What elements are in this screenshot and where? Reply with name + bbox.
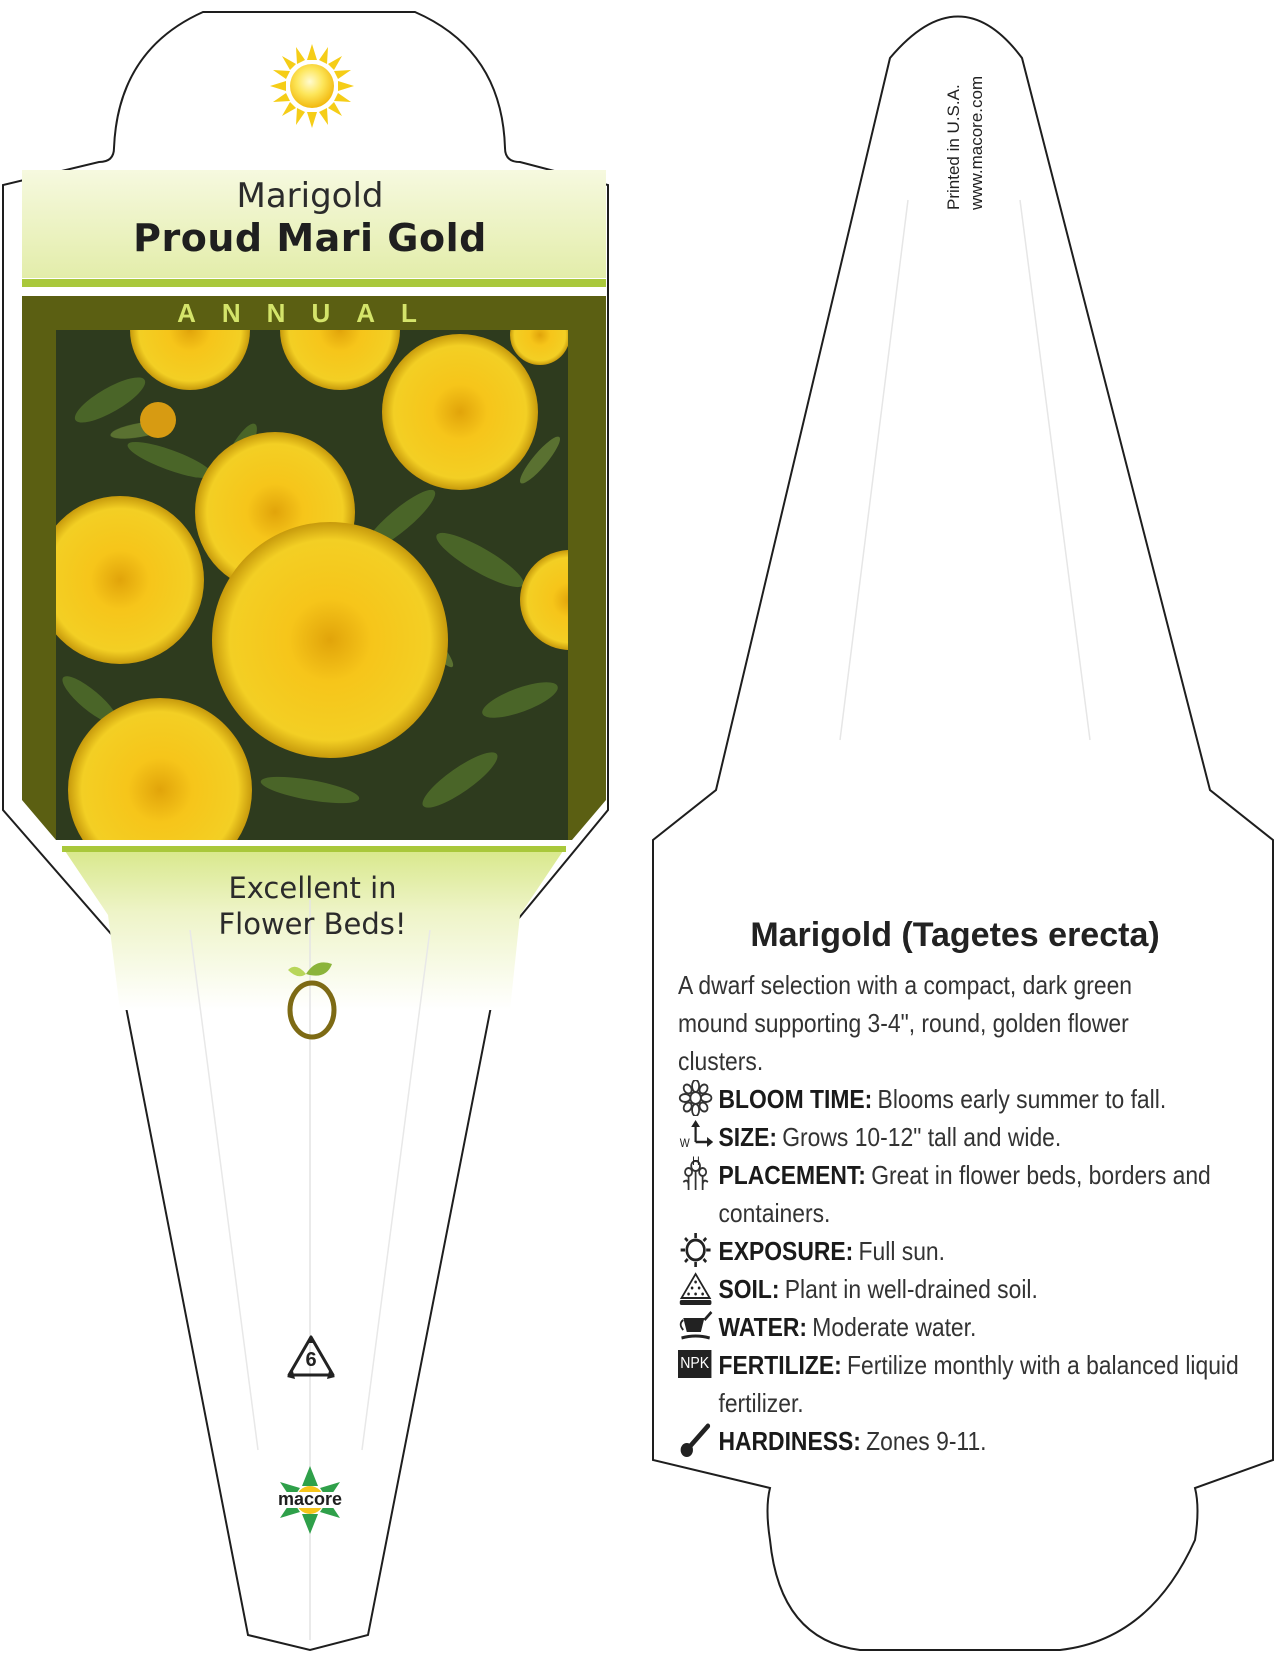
water-label: WATER: bbox=[718, 1312, 808, 1342]
bloom-time-label: BLOOM TIME: bbox=[718, 1084, 873, 1114]
website: www.macore.com bbox=[967, 75, 986, 210]
flower-icon bbox=[678, 1080, 713, 1114]
detail-exposure bbox=[678, 1232, 1241, 1270]
care-info bbox=[678, 966, 1241, 1460]
soil-label: SOIL: bbox=[718, 1274, 780, 1304]
npk-icon bbox=[678, 1346, 713, 1380]
water-icon bbox=[678, 1308, 713, 1342]
recycle-number: 6 bbox=[305, 1349, 317, 1371]
exposure-text: Full sun. bbox=[858, 1236, 946, 1266]
tagline-line1: Excellent in bbox=[228, 871, 397, 905]
sun-icon bbox=[270, 44, 354, 128]
lime-stripe-top bbox=[22, 279, 606, 287]
detail-size bbox=[678, 1118, 1241, 1168]
description: A dwarf selection with a compact, dark green mound supporting 3-4", round, golden flower clusters. bbox=[678, 970, 1133, 1076]
detail-water bbox=[678, 1308, 1241, 1346]
detail-fertilize bbox=[678, 1346, 1241, 1422]
npk-text: NPK bbox=[678, 1350, 711, 1378]
exposure-label: EXPOSURE: bbox=[718, 1236, 854, 1266]
detail-hardiness bbox=[678, 1422, 1241, 1460]
size-label: SIZE: bbox=[718, 1122, 777, 1152]
placement-label: PLACEMENT: bbox=[718, 1160, 866, 1190]
hardiness-label: HARDINESS: bbox=[718, 1426, 861, 1456]
detail-bloom-time bbox=[678, 1080, 1241, 1118]
tagline-line2: Flower Beds! bbox=[218, 907, 407, 941]
bloom-time-text: Blooms early summer to fall. bbox=[877, 1084, 1167, 1114]
species-title: Marigold (Tagetes erecta) bbox=[750, 916, 1160, 954]
printed-in: Printed in U.S.A. bbox=[944, 84, 963, 210]
lime-stripe-bottom bbox=[62, 846, 566, 852]
common-name: Marigold bbox=[236, 176, 384, 216]
placement-text: Great in flower beds, borders and containers. bbox=[718, 1160, 1211, 1228]
fertilize-text: Fertilize monthly with a balanced liquid fertilizer. bbox=[718, 1350, 1239, 1418]
hardiness-text: Zones 9-11. bbox=[866, 1426, 987, 1456]
brand-name: macore bbox=[277, 1489, 343, 1509]
soil-text: Plant in well-drained soil. bbox=[784, 1274, 1038, 1304]
variety-name: Proud Mari Gold bbox=[133, 216, 487, 260]
tagline bbox=[160, 870, 465, 942]
thermometer-icon bbox=[678, 1422, 713, 1456]
marigold-photo bbox=[36, 270, 620, 882]
soil-icon bbox=[678, 1270, 713, 1304]
size-icon-w: W bbox=[679, 1136, 690, 1150]
category-label: ANNUAL bbox=[177, 298, 443, 328]
detail-placement bbox=[678, 1156, 1241, 1232]
sun-icon bbox=[678, 1232, 713, 1266]
size-icon-h: H bbox=[692, 1154, 700, 1168]
printed-info bbox=[942, 76, 988, 210]
size-text: Grows 10-12" tall and wide. bbox=[782, 1122, 1062, 1152]
detail-soil bbox=[678, 1270, 1241, 1308]
size-icon bbox=[678, 1118, 713, 1168]
water-text: Moderate water. bbox=[812, 1312, 977, 1342]
recycle-icon bbox=[283, 1333, 339, 1388]
fertilize-label: FERTILIZE: bbox=[718, 1350, 842, 1380]
